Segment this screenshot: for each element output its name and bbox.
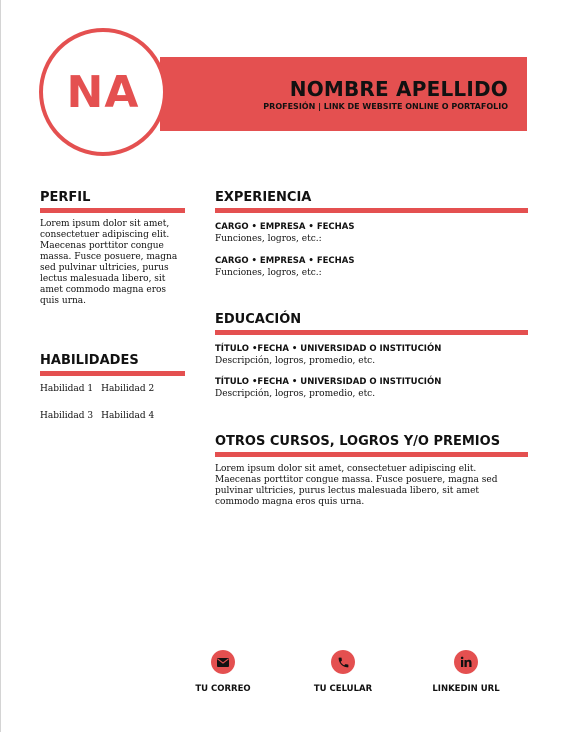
profession-tagline: PROFESIÓN | LINK DE WEBSITE ONLINE O PORTAFOLIO: [263, 102, 508, 111]
contact-label: LINKEDIN URL: [432, 684, 500, 694]
education-entry: [215, 377, 528, 400]
skills-list: [40, 384, 190, 422]
education-entry: [215, 344, 528, 367]
education-description: Descripción, logros, promedio, etc.: [215, 389, 376, 399]
experience-entry: [215, 256, 528, 279]
skill-item: Habilidad 3: [40, 411, 94, 421]
full-name: NOMBRE APELLIDO: [289, 77, 508, 101]
education-heading: TÍTULO •FECHA • UNIVERSIDAD O INSTITUCIÓN: [215, 377, 442, 387]
skill-item: Habilidad 4: [101, 411, 155, 421]
education-heading: TÍTULO •FECHA • UNIVERSIDAD O INSTITUCIÓN: [215, 344, 442, 354]
linkedin-icon[interactable]: [454, 650, 478, 674]
perfil-text: Lorem ipsum dolor sit amet, consectetuer adipiscing elit. Maecenas porttitor congue massa. Fusce posuere, magna sed pulvinar ultricies, purus lectus malesuada libero, sit amet commodo magna eros quis urna.: [40, 219, 178, 306]
section-rule: [215, 330, 528, 335]
phone-icon[interactable]: [331, 650, 355, 674]
contact-email[interactable]: [178, 650, 268, 694]
section-title-educacion: EDUCACIÓN: [215, 312, 302, 327]
experience-description: Funciones, logros, etc.:: [215, 268, 322, 278]
section-title-otros: OTROS CURSOS, LOGROS Y/O PREMIOS: [215, 434, 501, 449]
skills-row: [40, 384, 190, 395]
skill-item: Habilidad 1: [40, 384, 94, 394]
section-experiencia: [215, 189, 528, 279]
section-habilidades: [40, 352, 185, 376]
monogram-circle: [39, 28, 167, 156]
section-title-perfil: PERFIL: [40, 190, 91, 205]
page-edge: [0, 0, 1, 732]
experience-entry: [215, 222, 528, 245]
section-rule: [40, 208, 185, 213]
envelope-icon[interactable]: [211, 650, 235, 674]
section-rule: [40, 371, 185, 376]
education-description: Descripción, logros, promedio, etc.: [215, 356, 376, 366]
section-rule: [215, 208, 528, 213]
experience-heading: CARGO • EMPRESA • FECHAS: [215, 256, 355, 266]
section-perfil: [40, 189, 185, 307]
monogram-initials: NA: [66, 66, 140, 118]
header-band: [160, 57, 527, 131]
section-otros: [215, 433, 528, 508]
section-educacion: [215, 311, 528, 400]
skill-item: Habilidad 2: [101, 384, 155, 394]
experience-description: Funciones, logros, etc.:: [215, 234, 322, 244]
contact-phone[interactable]: [298, 650, 388, 694]
contact-label: TU CORREO: [195, 684, 251, 694]
contact-linkedin[interactable]: [421, 650, 511, 694]
skills-row: [40, 411, 190, 422]
experience-heading: CARGO • EMPRESA • FECHAS: [215, 222, 355, 232]
section-rule: [215, 452, 528, 457]
section-title-habilidades: HABILIDADES: [40, 353, 139, 368]
contact-label: TU CELULAR: [313, 684, 373, 694]
otros-text: Lorem ipsum dolor sit amet, consectetuer adipiscing elit. Maecenas porttitor congue massa. Fusce posuere, magna sed pulvinar ultricies, purus lectus malesuada libero, sit amet commodo magna eros quis urna.: [215, 464, 498, 507]
section-title-experiencia: EXPERIENCIA: [215, 190, 312, 205]
